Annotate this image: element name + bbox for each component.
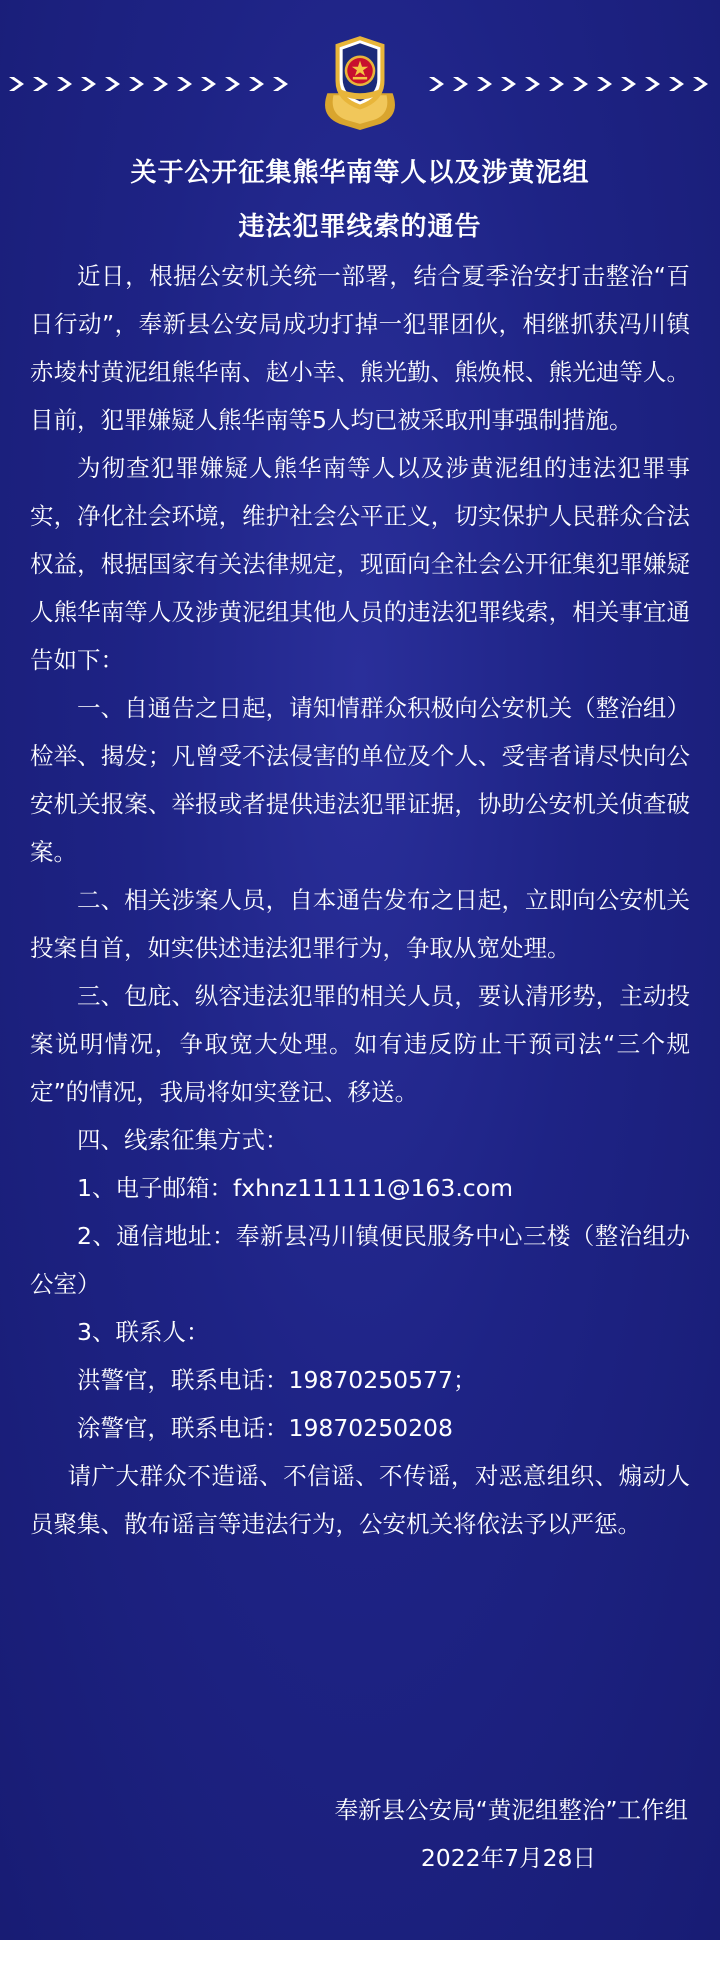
chevron-arrow-icon (246, 74, 268, 94)
paragraph-item-2: 二、相关涉案人员，自本通告发布之日起，立即向公安机关投案自首，如实供述违法犯罪行为，争取从宽处理。 (30, 886, 690, 962)
chevron-arrow-icon (498, 74, 520, 94)
chevron-arrow-icon (150, 74, 172, 94)
notice-title-line-1: 关于公开征集熊华南等人以及涉黄泥组 (130, 158, 590, 188)
signature-block (335, 1786, 688, 1882)
paragraph-item-4-heading: 四、线索征集方式： (77, 1126, 289, 1154)
chevron-arrow-icon (642, 74, 664, 94)
chevron-arrow-icon (222, 74, 244, 94)
left-chevron-decoration (6, 74, 294, 94)
chevron-arrow-icon (6, 74, 28, 94)
chevron-arrow-icon (546, 74, 568, 94)
paragraph-item-1: 一、自通告之日起，请知情群众积极向公安机关（整治组）检举、揭发；凡曾受不法侵害的单位及个人、受害者请尽快向公安机关报案、举报或者提供违法犯罪证据，协助公安机关侦查破案。 (30, 694, 690, 866)
notice-title-line-2: 违法犯罪线索的通告 (238, 212, 482, 242)
contact-email: 1、电子邮箱：fxhnz111111@163.com (77, 1174, 513, 1202)
paragraph-item-3: 三、包庇、纵容违法犯罪的相关人员，要认清形势，主动投案说明情况，争取宽大处理。如有违反防止干预司法“三个规定”的情况，我局将如实登记、移送。 (30, 982, 690, 1106)
header-decoration (0, 0, 720, 130)
contact-person-heading: 3、联系人： (77, 1318, 210, 1346)
signature-date: 2022年7月28日 (420, 1844, 596, 1872)
signature-org: 奉新县公安局“黄泥组整治”工作组 (334, 1796, 688, 1824)
right-chevron-decoration (426, 74, 714, 94)
chevron-arrow-icon (198, 74, 220, 94)
notice-body (30, 252, 690, 1548)
police-badge-icon (309, 30, 411, 132)
chevron-arrow-icon (54, 74, 76, 94)
chevron-arrow-icon (270, 74, 292, 94)
chevron-arrow-icon (126, 74, 148, 94)
paragraph-purpose: 为彻查犯罪嫌疑人熊华南等人以及涉黄泥组的违法犯罪事实，净化社会环境，维护社会公平正义，切实保护人民群众合法权益，根据国家有关法律规定，现面向全社会公开征集犯罪嫌疑人熊华南等人及涉黄泥组其他人员的违法犯罪线索，相关事宜通告如下： (30, 454, 690, 674)
chevron-arrow-icon (618, 74, 640, 94)
chevron-arrow-icon (594, 74, 616, 94)
chevron-arrow-icon (102, 74, 124, 94)
chevron-arrow-icon (570, 74, 592, 94)
contact-address: 2、通信地址：奉新县冯川镇便民服务中心三楼（整治组办公室） (30, 1222, 690, 1298)
chevron-arrow-icon (450, 74, 472, 94)
chevron-arrow-icon (78, 74, 100, 94)
contact-person-tu: 涂警官，联系电话：19870250208 (77, 1414, 453, 1442)
paragraph-background: 近日，根据公安机关统一部署，结合夏季治安打击整治“百日行动”，奉新县公安局成功打掉一犯罪团伙，相继抓获冯川镇赤堎村黄泥组熊华南、赵小幸、熊光勤、熊焕根、熊光迪等人。目前，犯罪嫌疑人熊华南等5人均已被采取刑事强制措施。 (30, 262, 690, 434)
chevron-arrow-icon (426, 74, 448, 94)
chevron-arrow-icon (690, 74, 712, 94)
chevron-arrow-icon (174, 74, 196, 94)
chevron-arrow-icon (666, 74, 688, 94)
chevron-arrow-icon (522, 74, 544, 94)
paragraph-warning: 请广大群众不造谣、不信谣、不传谣，对恶意组织、煽动人员聚集、散布谣言等违法行为，公安机关将依法予以严惩。 (30, 1462, 690, 1538)
chevron-arrow-icon (30, 74, 52, 94)
contact-person-hong: 洪警官，联系电话：19870250577； (77, 1366, 477, 1394)
chevron-arrow-icon (474, 74, 496, 94)
